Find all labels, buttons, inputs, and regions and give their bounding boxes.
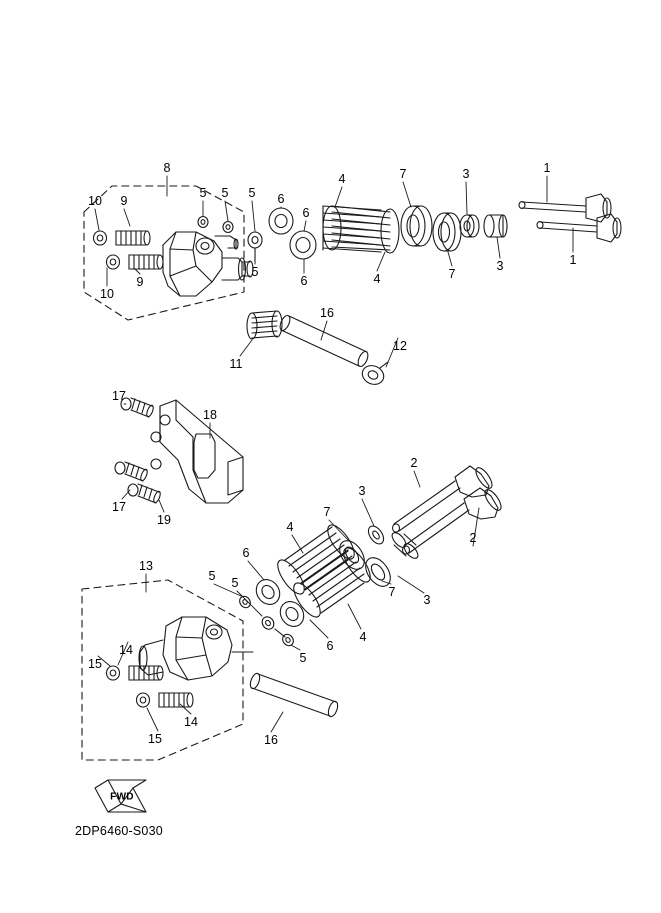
callout-number: 12 (393, 338, 407, 353)
diagram-part-code: 2DP6460-S030 (75, 824, 163, 838)
callout-number: 18 (203, 407, 217, 422)
spring-seat-7-c (335, 536, 370, 574)
callout-number: 1 (543, 160, 551, 175)
callout-number: 14 (119, 642, 133, 657)
retainer-6-b (290, 231, 316, 259)
callout-number: 7 (388, 584, 396, 599)
callout-number: 4 (373, 271, 381, 286)
callout-number: 6 (242, 545, 250, 560)
fwd-direction-label: FWD (110, 791, 134, 803)
bracket-18 (151, 400, 243, 503)
callout-number: 10 (100, 286, 114, 301)
callout-number: 1 (569, 252, 577, 267)
valve-stem-seal-lower-a (365, 523, 386, 546)
callout-number: 16 (320, 305, 334, 320)
valve-2-b (403, 487, 504, 554)
callout-number: 10 (88, 193, 102, 208)
callout-number: 3 (423, 592, 431, 607)
spring-seat-7-b (433, 213, 461, 251)
retainer-6-a (269, 208, 293, 234)
callout-number: 7 (448, 266, 456, 281)
circlip-12 (359, 362, 388, 388)
bolt-upper-2 (107, 255, 164, 269)
rocker-arm-upper (163, 232, 253, 296)
callout-number: 5 (231, 575, 239, 590)
rocker-arm-lower (139, 617, 253, 680)
callout-number: 3 (496, 258, 504, 273)
shim-5-d (237, 594, 252, 610)
callout-number: 9 (120, 193, 128, 208)
valve-stem-seal-upper (460, 215, 479, 237)
valve-guide-upper (484, 215, 507, 237)
callout-number: 2 (469, 530, 477, 545)
callout-number: 6 (326, 638, 334, 653)
spring-11 (247, 311, 282, 339)
callout-number: 6 (300, 273, 308, 288)
bolt-19 (128, 484, 162, 503)
callout-number: 5 (299, 650, 307, 665)
spring-seat-7-a (401, 206, 432, 246)
callout-number: 5 (199, 185, 207, 200)
callout-number: 5 (208, 568, 216, 583)
bolt-17-mid (115, 462, 149, 481)
callout-number: 9 (136, 274, 144, 289)
callout-number: 7 (399, 166, 407, 181)
callout-number: 5 (251, 264, 259, 279)
callout-number: 4 (286, 519, 294, 534)
callout-number: 4 (359, 629, 367, 644)
valve-1-b (537, 214, 621, 242)
valve-spring-upper (323, 206, 399, 253)
callout-number: 14 (184, 714, 198, 729)
shim-5-b (223, 222, 233, 233)
rocker-shaft-upper (278, 314, 370, 368)
callout-number: 7 (323, 504, 331, 519)
callout-number: 13 (139, 558, 153, 573)
callout-number: 15 (88, 656, 102, 671)
callout-number: 11 (229, 356, 243, 371)
callout-number: 5 (248, 185, 256, 200)
callout-number: 5 (221, 185, 229, 200)
retainer-6-d (276, 597, 309, 631)
bolt-lower-2 (137, 693, 194, 707)
callout-number: 2 (410, 455, 418, 470)
valve-2-a (393, 465, 495, 532)
callout-number: 6 (302, 205, 310, 220)
shim-5-a (198, 217, 208, 228)
bolt-lower-1 (107, 666, 164, 680)
callout-number: 3 (462, 166, 470, 181)
rocker-shaft-lower (249, 672, 340, 718)
callout-number: 17 (112, 499, 126, 514)
callout-number: 8 (163, 160, 171, 175)
callout-number: 19 (157, 512, 171, 527)
retainer-6-c (252, 575, 285, 609)
callout-number: 16 (264, 732, 278, 747)
callout-number: 15 (148, 731, 162, 746)
callout-number: 6 (277, 191, 285, 206)
callout-number: 17 (112, 388, 126, 403)
callout-number: 4 (338, 171, 346, 186)
callout-number: 3 (358, 483, 366, 498)
bolt-upper-1 (94, 231, 151, 245)
